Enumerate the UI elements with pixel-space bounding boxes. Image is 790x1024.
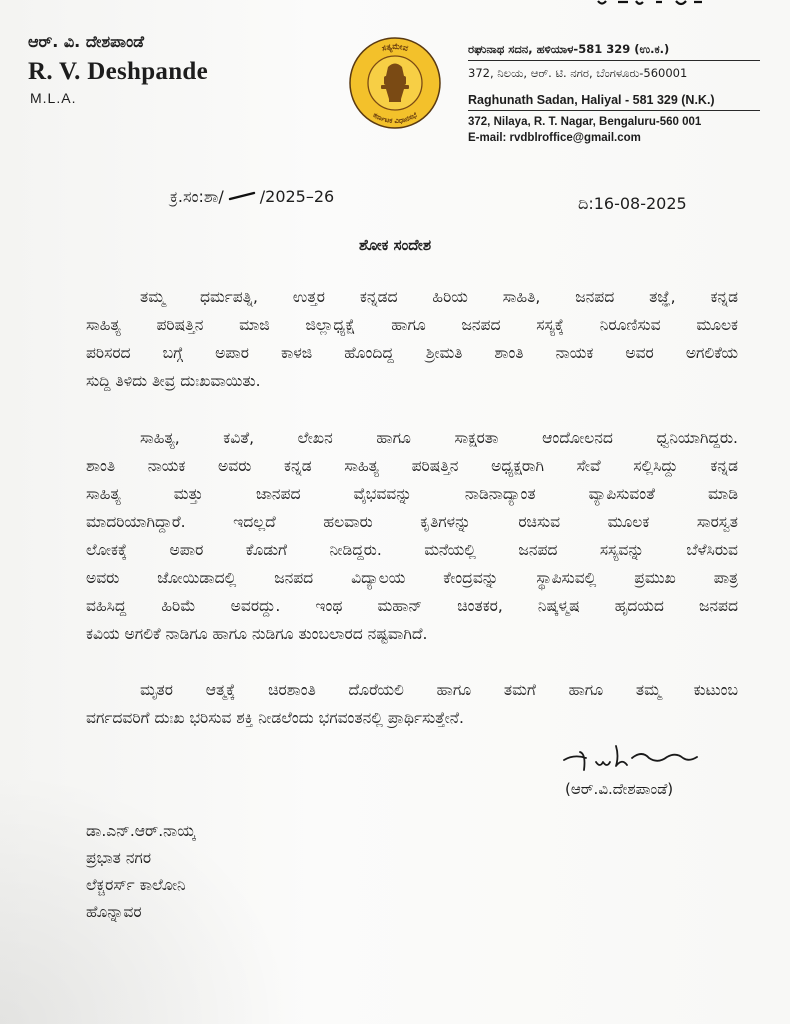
cropped-text-fragment — [596, 0, 706, 8]
sender-name-english: R. V. Deshpande — [28, 58, 209, 85]
letter-date: ದಿ:16-08-2025 — [578, 194, 687, 213]
paragraph-line: ಸುದ್ದಿ ತಿಳಿದು ತೀವ್ರ ದುಃಖವಾಯಿತು. — [86, 372, 261, 390]
paragraph-line: ಶಾಂತಿ ನಾಯಕ ಅವರು ಕನ್ನಡ ಸಾಹಿತ್ಯ ಪರಿಷತ್ತಿನ ಅಧ್ಯಕ್ಷರಾಗಿ ಸೇವೆ ಸಲ್ಲಿಸಿದ್ದು ಕನ್ನಡ — [86, 457, 738, 475]
address-line: Raghunath Sadan, Haliyal - 581 329 (N.K.) — [468, 93, 760, 111]
emblem-top-lettering: ಸತ್ಯಮೇವ — [380, 41, 410, 54]
email-address: E-mail: rvdblroffice@gmail.com — [468, 132, 641, 144]
address-line: 372, ನಿಲಯ, ಆರ್. ಟಿ. ನಗರ, ಬೆಂಗಳೂರು-560001 — [468, 66, 688, 80]
reference-prefix: ಕ್ರ.ಸಂ:ಶಾ/ — [170, 186, 224, 206]
paragraph-line: ಸಾಹಿತ್ಯ ಪರಿಷತ್ತಿನ ಮಾಜಿ ಜಿಲ್ಲಾಧ್ಯಕ್ಷೆ ಹಾಗೂ ಜನಪದ ಸಸ್ಯಕ್ಕೆ ನಿರೂಣಿಸುವ ಮೂಲಕ — [86, 316, 738, 334]
handwritten-signature-icon — [560, 738, 710, 778]
addressee-line: ಲೆಕ್ಚರರ್ಸ್ ಕಾಲೋನಿ — [86, 876, 186, 894]
paragraph-line: ಅವರು ಜೋಯಿಡಾದಲ್ಲಿ ಜನಪದ ವಿದ್ಯಾಲಯ ಕೇಂದ್ರವನ್ನು ಸ್ಥಾಪಿಸುವಲ್ಲಿ ಪ್ರಮುಖ ಪಾತ್ರ — [86, 569, 738, 587]
paragraph-line: ಕವಿಯ ಅಗಲಿಕೆ ನಾಡಿಗೂ ಹಾಗೂ ನುಡಿಗೂ ತುಂಬಲಾರದ ನಷ್ಟವಾಗಿದೆ. — [86, 625, 428, 643]
address-line: ರಘುನಾಥ ಸದನ, ಹಳಿಯಾಳ-581 329 (ಉ.ಕ.) — [468, 42, 760, 61]
reference-number — [170, 186, 334, 210]
sender-name-kannada: ಆರ್. ವಿ. ದೇಶಪಾಂಡೆ — [28, 32, 145, 51]
paragraph-line: ಪರಿಸರದ ಬಗ್ಗೆ ಅಪಾರ ಕಾಳಜಿ ಹೊಂದಿದ್ದ ಶ್ರೀಮತಿ ಶಾಂತಿ ನಾಯಕ ಅವರ ಅಗಲಿಕೆಯ — [86, 344, 738, 362]
letter-title: ಶೋಕ ಸಂದೇಶ — [358, 236, 432, 254]
address-line: 372, Nilaya, R. T. Nagar, Bengaluru-560 001 — [468, 116, 702, 128]
paragraph-line: ಮೃತರ ಆತ್ಮಕ್ಕೆ ಚಿರಶಾಂತಿ ದೊರೆಯಲಿ ಹಾಗೂ ತಮಗೆ ಹಾಗೂ ತಮ್ಮ ಕುಟುಂಬ — [140, 681, 738, 699]
paragraph — [86, 283, 738, 395]
addressee-block — [86, 818, 386, 926]
signatory-name: (ಆರ್.ವಿ.ದೇಶಪಾಂಡೆ) — [565, 780, 674, 798]
addressee-line: ಹೊನ್ನಾವರ — [86, 903, 142, 921]
paragraph-line: ಸಾಹಿತ್ಯ, ಕವಿತೆ, ಲೇಖನ ಹಾಗೂ ಸಾಕ್ಷರತಾ ಆಂದೋಲನದ ಧ್ವನಿಯಾಗಿದ್ದರು. — [140, 429, 738, 447]
reference-handwritten-dash — [228, 190, 256, 204]
addressee-line: ಡಾ.ಎನ್.ಆರ್.ನಾಯ್ಕ — [86, 822, 196, 840]
paragraph — [86, 676, 738, 732]
sender-designation: M.L.A. — [30, 90, 77, 106]
emblem-bottom-lettering: ಕರ್ನಾಟಕ ವಿಧಾನಸಭೆ — [371, 111, 419, 126]
addressee-line: ಪ್ರಭಾತ ನಗರ — [86, 849, 152, 867]
reference-year: /2025–26 — [259, 187, 335, 206]
paragraph-line: ತಮ್ಮ ಧರ್ಮಪತ್ನಿ, ಉತ್ತರ ಕನ್ನಡದ ಹಿರಿಯ ಸಾಹಿತಿ, ಜನಪದ ತಜ್ಞೆ, ಕನ್ನಡ — [140, 288, 738, 306]
paragraph-line: ಲೋಕಕ್ಕೆ ಅಪಾರ ಕೊಡುಗೆ ನೀಡಿದ್ದರು. ಮನೆಯಲ್ಲಿ ಜನಪದ ಸಸ್ಯವನ್ನು ಬೆಳೆಸಿರುವ — [86, 541, 738, 559]
paragraph — [86, 424, 738, 648]
emblem-logo — [348, 36, 442, 130]
paragraph-line: ವರ್ಗದವರಿಗೆ ದುಃಖ ಭರಿಸುವ ಶಕ್ತಿ ನೀಡಲೆಂದು ಭಗವಂತನಲ್ಲಿ ಪ್ರಾರ್ಥಿಸುತ್ತೇನೆ. — [86, 709, 464, 727]
paragraph-line: ವಹಿಸಿದ್ದ ಹಿರಿಮೆ ಅವರದ್ದು. ಇಂಥ ಮಹಾನ್ ಚಿಂತಕರ, ನಿಷ್ಕಳ್ಮಷ ಹೃದಯದ ಜನಪದ — [86, 597, 738, 615]
paragraph-line: ಸಾಹಿತ್ಯ ಮತ್ತು ಜಾನಪದ ವೈಭವವನ್ನು ನಾಡಿನಾದ್ಯಾಂತ ವ್ಯಾಪಿಸುವಂತೆ ಮಾಡಿ — [86, 485, 738, 503]
paragraph-line: ಮಾದರಿಯಾಗಿದ್ದಾರೆ. ಇದಲ್ಲದೆ ಹಲವಾರು ಕೃತಿಗಳನ್ನು ರಚಿಸುವ ಮೂಲಕ ಸಾರಸ್ವತ — [86, 513, 738, 531]
